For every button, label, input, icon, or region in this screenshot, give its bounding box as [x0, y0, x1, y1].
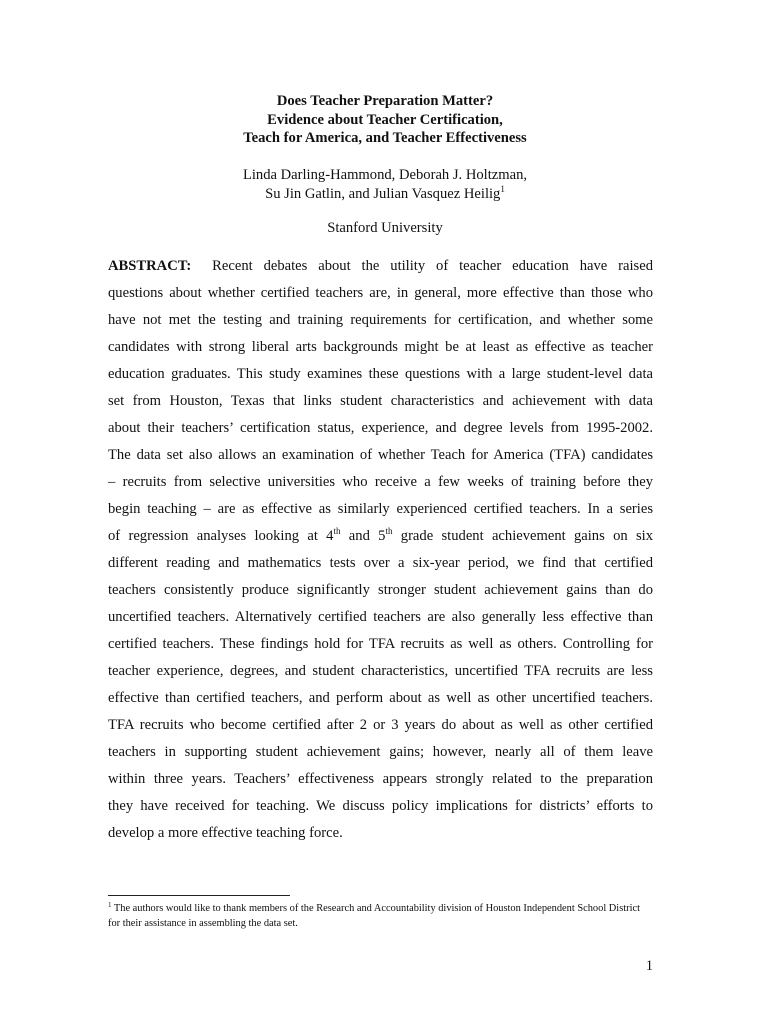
page-number: 1 [645, 958, 653, 974]
abstract-label: ABSTRACT: [108, 258, 192, 274]
authors-line-2-text: Su Jin Gatlin, and Julian Vasquez Heilig [265, 185, 501, 202]
author-footnote-marker[interactable]: 1 [500, 183, 505, 194]
abstract-line: education graduates. This study examines these questions with a large student-level data [108, 366, 653, 382]
abstract-line: uncertified teachers. Alternatively certified teachers are also generally less effective than [108, 609, 653, 625]
abstract-line [108, 253, 653, 280]
footnote-marker: 1 [108, 901, 112, 909]
title-line-2: Evidence about Teacher Certification, [267, 111, 503, 128]
abstract-line: teachers in supporting student achievement gains; however, nearly all of them leave [108, 744, 653, 760]
paper-title [0, 92, 770, 148]
abstract-line: effective than certified teachers, and perform about as well as other uncertified teachers. [108, 690, 653, 706]
ordinal-superscript: th [385, 526, 393, 536]
title-line-1: Does Teacher Preparation Matter? [276, 93, 494, 109]
abstract-line: begin teaching – are as effective as similarly experienced certified teachers. In a series [108, 501, 653, 517]
abstract-text-part: grade student achievement gains on six [392, 528, 653, 544]
abstract-line: TFA recruits who become certified after 2 or 3 years do about as well as other certified [108, 717, 653, 733]
author-list [0, 166, 770, 203]
authors-line-2 [0, 185, 770, 204]
abstract-line: – recruits from selective universities who receive a few weeks of training before they [108, 474, 653, 490]
abstract-line [108, 523, 653, 550]
abstract-line: different reading and mathematics tests over a six-year period, we find that certified [108, 555, 653, 571]
abstract-line: certified teachers. These findings hold for TFA recruits as well as others. Controlling for [108, 636, 653, 652]
footnote-divider [108, 895, 290, 896]
authors-line-1: Linda Darling-Hammond, Deborah J. Holtzman, [242, 167, 528, 183]
affiliation: Stanford University [327, 220, 443, 236]
abstract-line: within three years. Teachers’ effectiveness appears strongly related to the preparation [108, 771, 653, 787]
abstract-line: candidates with strong liberal arts backgrounds might be at least as effective as teacher [108, 339, 653, 355]
footnote [108, 902, 653, 931]
abstract-line: set from Houston, Texas that links student characteristics and achievement with data [108, 393, 653, 409]
title-line-3: Teach for America, and Teacher Effectiveness [243, 130, 527, 146]
abstract-line: they have received for teaching. We discuss policy implications for districts’ efforts to [108, 798, 653, 814]
abstract-line: have not met the testing and training requirements for certification, and whether some [108, 312, 653, 328]
abstract-line: about their teachers’ certification status, experience, and degree levels from 1995-2002. [108, 420, 653, 436]
footnote-text: The authors would like to thank members of the Research and Accountability division of Houston Independent School District for their assistance in assembling the data set. [108, 903, 640, 929]
abstract-line: questions about whether certified teachers are, in general, more effective than those who [108, 285, 653, 301]
abstract-line: develop a more effective teaching force. [108, 825, 343, 841]
abstract-text-part: and 5 [340, 528, 386, 544]
abstract-text-part: of regression analyses looking at 4 [108, 528, 334, 544]
abstract-line-text: Recent debates about the utility of teacher education have raised [212, 258, 653, 274]
abstract [108, 253, 653, 847]
ordinal-superscript: th [333, 526, 341, 536]
abstract-line: teacher experience, degrees, and student characteristics, uncertified TFA recruits are less [108, 663, 653, 679]
abstract-line: The data set also allows an examination of whether Teach for America (TFA) candidates [108, 447, 653, 463]
abstract-line: teachers consistently produce significantly stronger student achievement gains than do [108, 582, 653, 598]
